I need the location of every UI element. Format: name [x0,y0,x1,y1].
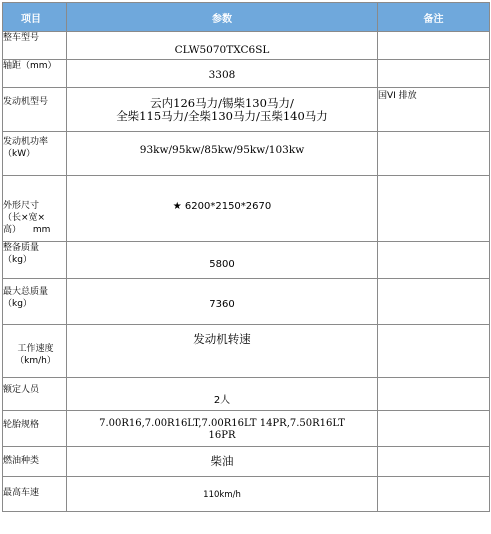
row-label-dimensions: 外形尺寸 （长×宽× 高） mm [3,176,67,242]
row-label-tire-spec: 轮胎规格 [3,411,67,447]
row-value-rated-crew: 2人 [67,378,378,411]
row-label-max-weight: 最大总质量 （kg） [3,279,67,325]
row-label-rated-crew: 额定人员 [3,378,67,411]
table-row [3,88,490,132]
row-note-tire-spec [378,411,490,447]
row-label-curb-weight: 整备质量 （kg） [3,242,67,279]
table-row [3,32,490,60]
row-value-work-speed: 发动机转速 [67,325,378,378]
header-item: 项目 [3,3,67,32]
row-note-max-speed [378,477,490,512]
header-param: 参数 [67,3,378,32]
row-value-fuel-type: 柴油 [67,447,378,477]
table-row [3,279,490,325]
row-value-curb-weight: 5800 [67,242,378,279]
row-label-engine-model: 发动机型号 [3,88,67,132]
row-label-max-speed: 最高车速 [3,477,67,512]
row-note-fuel-type [378,447,490,477]
row-value-max-weight: 7360 [67,279,378,325]
row-value-wheelbase: 3308 [67,60,378,88]
row-value-dimensions: ★ 6200*2150*2670 [67,176,378,242]
row-note-wheelbase [378,60,490,88]
table-row [3,176,490,242]
table-row [3,477,490,512]
table-row [3,411,490,447]
row-note-rated-crew [378,378,490,411]
table-row [3,325,490,378]
row-value-max-speed: 110km/h [67,477,378,512]
row-label-model: 整车型号 [3,32,67,60]
row-value-engine-model: 云内126马力/锡柴130马力/ 全柴115马力/全柴130马力/玉柴140马力 [67,88,378,132]
row-label-work-speed: 工作速度 （km/h） [3,325,67,378]
row-note-max-weight [378,279,490,325]
table-row [3,132,490,176]
row-label-engine-power: 发动机功率 （kW） [3,132,67,176]
spec-table [2,2,490,512]
row-label-fuel-type: 燃油种类 [3,447,67,477]
row-note-work-speed [378,325,490,378]
row-value-tire-spec: 7.00R16,7.00R16LT,7.00R16LT 14PR,7.50R16LT 16PR [67,411,378,447]
header-row [3,3,490,32]
header-note: 备注 [378,3,490,32]
row-note-model [378,32,490,60]
row-note-engine-power [378,132,490,176]
row-value-engine-power: 93kw/95kw/85kw/95kw/103kw [67,132,378,176]
table-row [3,60,490,88]
row-note-engine-model: 国VI 排放 [378,88,490,132]
row-value-model: CLW5070TXC6SL [67,32,378,60]
table-row [3,242,490,279]
table-row [3,447,490,477]
row-note-curb-weight [378,242,490,279]
row-label-wheelbase: 轴距（mm） [3,60,67,88]
table-row [3,378,490,411]
row-note-dimensions [378,176,490,242]
